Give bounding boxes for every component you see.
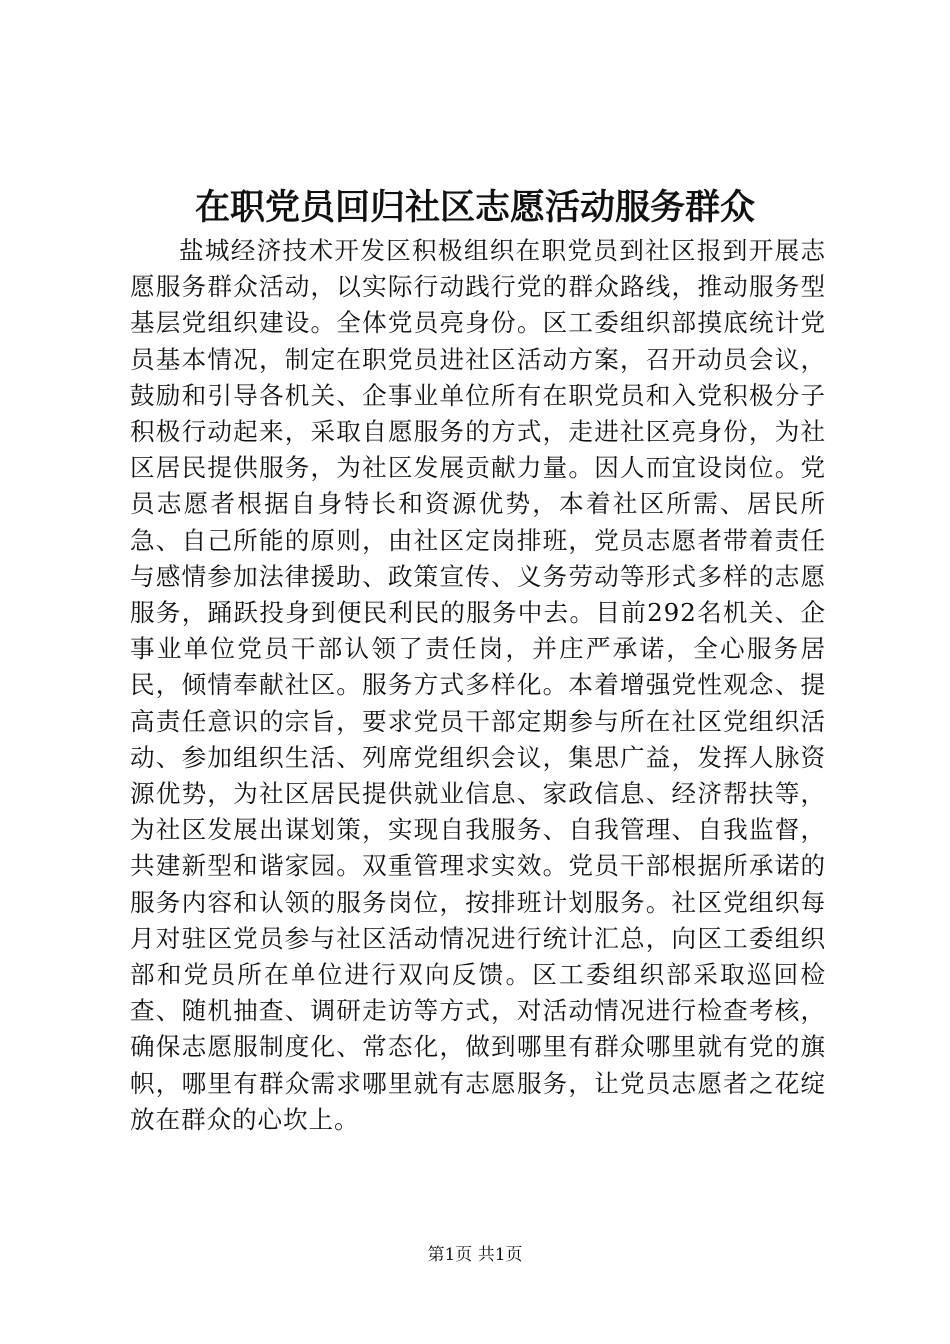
- document-title: 在职党员回归社区志愿活动服务群众: [194, 187, 755, 228]
- page-number-footer: 第1页 共1页: [427, 1245, 523, 1265]
- document-body: 盐城经济技术开发区积极组织在职党员到社区报到开展志愿服务群众活动，以实际行动践行党的群众路线，推动服务型基层党组织建设。全体党员亮身份。区工委组织部摸底统计党员基本情况，制定在职党员进社区活动方案，召开动员会议，鼓励和引导各机关、企事业单位所有在职党员和入党积极分子积极行动起来，采取自愿服务的方式，走进社区亮身份，为社区居民提供服务，为社区发展贡献力量。因人而宜设岗位。党员志愿者根据自身特长和资源优势，本着社区所需、居民所急、自己所能的原则，由社区定岗排班，党员志愿者带着责任与感情参加法律援助、政策宣传、义务劳动等形式多样的志愿服务，踊跃投身到便民利民的服务中去。目前292名机关、企事业单位党员干部认领了责任岗，并庄严承诺，全心服务居民，倾情奉献社区。服务方式多样化。本着增强党性观念、提高责任意识的宗旨，要求党员干部定期参与所在社区党组织活动、参加组织生活、列席党组织会议，集思广益，发挥人脉资源优势，为社区居民提供就业信息、家政信息、经济帮扶等，为社区发展出谋划策，实现自我服务、自我管理、自我监督，共建新型和谐家园。双重管理求实效。党员干部根据所承诺的服务内容和认领的服务岗位，按排班计划服务。社区党组织每月对驻区党员参与社区活动情况进行统计汇总，向区工委组织部和党员所在单位进行双向反馈。区工委组织部采取巡回检查、随机抽查、调研走访等方式，对活动情况进行检查考核，确保志愿服制度化、常态化，做到哪里有群众哪里就有党的旗帜，哪里有群众需求哪里就有志愿服务，让党员志愿者之花绽放在群众的心坎上。: [130, 236, 826, 1134]
